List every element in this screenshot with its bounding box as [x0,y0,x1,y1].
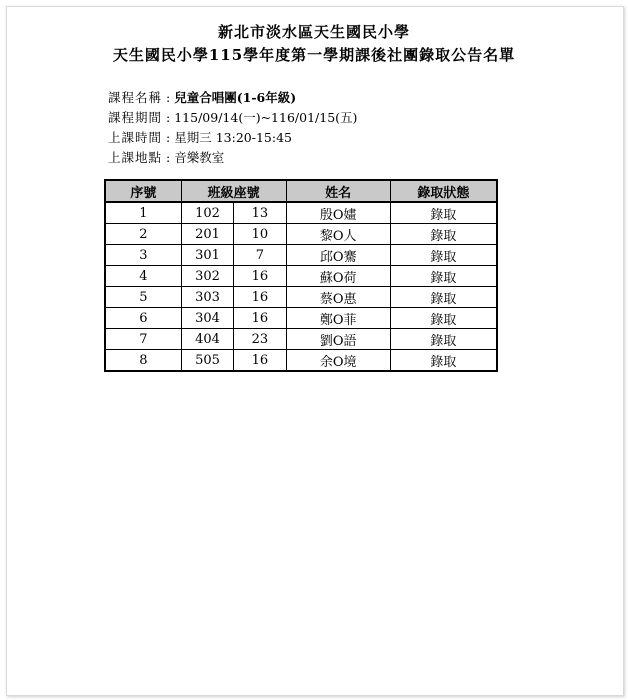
cell-seq: 4 [105,266,181,287]
table-row [105,287,497,308]
cell-name: 劉O語 [286,329,390,350]
cell-seat: 23 [234,329,286,350]
cell-status: 錄取 [390,245,497,266]
cell-seq: 7 [105,329,181,350]
cell-class: 304 [181,308,233,329]
cell-name: 余O境 [286,350,390,372]
cell-seat: 13 [234,202,286,224]
cell-seq: 2 [105,224,181,245]
cell-name: 蔡O惠 [286,287,390,308]
cell-class: 303 [181,287,233,308]
cell-status: 錄取 [390,287,497,308]
cell-class: 102 [181,202,233,224]
admission-table [104,179,498,372]
header-seq: 序號 [105,180,181,202]
table-row [105,350,497,372]
table-row [105,224,497,245]
class-location-row [108,148,357,168]
table-row [105,266,497,287]
cell-seq: 8 [105,350,181,372]
class-time-row [108,128,357,148]
table-header-row [105,180,497,202]
cell-class: 404 [181,329,233,350]
course-period-value: 115/09/14(一)~116/01/15(五) [174,110,358,125]
course-info [108,88,357,168]
cell-class: 505 [181,350,233,372]
table-row [105,308,497,329]
colon-separator: : [166,90,171,105]
course-name-value: 兒童合唱團(1-6年級) [174,90,297,105]
cell-status: 錄取 [390,350,497,372]
course-name-label: 課程名稱 [108,90,163,105]
school-title: 新北市淡水區天生國民小學 [217,23,410,41]
colon-separator: : [166,110,171,125]
class-location-value: 音樂教室 [174,150,225,165]
cell-class: 201 [181,224,233,245]
table-row [105,245,497,266]
header-status: 錄取狀態 [390,180,497,202]
notice-title: 天生國民小學115學年度第一學期課後社團錄取公告名單 [112,46,516,64]
header-name: 姓名 [286,180,390,202]
cell-seat: 10 [234,224,286,245]
course-period-row [108,108,357,128]
table-row [105,329,497,350]
cell-name: 鄭O菲 [286,308,390,329]
cell-seq: 1 [105,202,181,224]
cell-seq: 6 [105,308,181,329]
cell-status: 錄取 [390,329,497,350]
class-time-value: 星期三 13:20-15:45 [174,130,292,145]
cell-seq: 3 [105,245,181,266]
class-location-label: 上課地點 [108,150,163,165]
cell-seat: 7 [234,245,286,266]
course-name-row [108,88,357,108]
colon-separator: : [166,130,171,145]
cell-seat: 16 [234,308,286,329]
cell-status: 錄取 [390,202,497,224]
header-class-seat: 班級座號 [181,180,286,202]
class-time-label: 上課時間 [108,130,163,145]
cell-class: 301 [181,245,233,266]
colon-separator: : [166,150,171,165]
cell-name: 黎O人 [286,224,390,245]
course-period-label: 課程期間 [108,110,163,125]
cell-name: 殷O嫿 [286,202,390,224]
cell-name: 蘇O荷 [286,266,390,287]
cell-seat: 16 [234,287,286,308]
cell-seat: 16 [234,266,286,287]
cell-class: 302 [181,266,233,287]
cell-status: 錄取 [390,308,497,329]
cell-seq: 5 [105,287,181,308]
cell-name: 邱O騫 [286,245,390,266]
cell-status: 錄取 [390,266,497,287]
table-row [105,202,497,224]
cell-status: 錄取 [390,224,497,245]
cell-seat: 16 [234,350,286,372]
